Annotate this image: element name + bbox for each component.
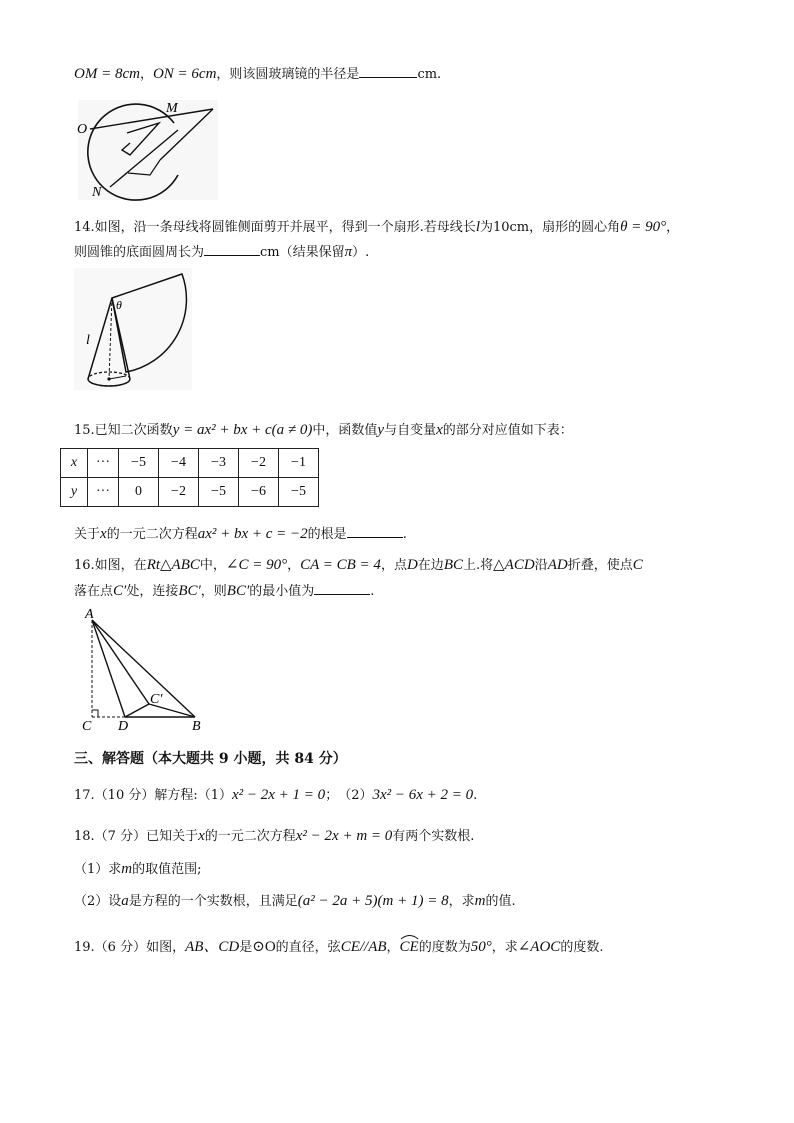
q16-answer-blank[interactable] — [314, 581, 370, 595]
table-row: x ··· −5 −4 −3 −2 −1 — [61, 449, 319, 478]
q17-eq1: x² − 2x + 1 = 0 — [232, 787, 326, 803]
q15-equation: ax² + bx + c = −2 — [197, 526, 308, 542]
table-row: y ··· 0 −2 −5 −6 −5 — [61, 478, 319, 507]
q17-line: 17.（10 分）解方程:（1）x² − 2x + 1 = 0； （2）3x² − 6x + 2 = 0. — [74, 787, 478, 803]
q13-line: OM = 8cm，ON = 6cm，则该圆玻璃镜的半径是 cm. — [74, 66, 442, 82]
fig14-label-l: l — [86, 333, 90, 348]
fig16-label-a: A — [85, 607, 94, 622]
fig16-label-c: C — [82, 719, 92, 734]
q13-answer-blank[interactable] — [359, 64, 417, 78]
q15-line-2: 关于x的一元二次方程ax² + bx + c = −2的根是 . — [74, 526, 407, 542]
q13-om: OM = 8cm — [74, 66, 140, 82]
q18-part-2: （2）设a是方程的一个实数根，且满足(a² − 2a + 5)(m + 1) = 8，求m的值. — [74, 893, 516, 909]
q18-condition: (a² − 2a + 5)(m + 1) = 8 — [297, 893, 449, 909]
section-3-heading: 三、解答题（本大题共 9 小题，共 84 分） — [74, 751, 347, 767]
q17-eq2: 3x² − 6x + 2 = 0 — [372, 787, 474, 803]
q16-line-1: 16.如图，在Rt△ABC中，∠C = 90°，CA = CB = 4，点D在边BC上.将△ACD沿AD折叠，使点C — [74, 557, 643, 573]
q15-value-table — [60, 448, 319, 507]
q19-circle: ⊙O — [252, 939, 276, 955]
fig16-label-b: B — [192, 719, 201, 734]
q19-arc-ce: CE — [400, 937, 419, 956]
q19-line: 19.（6 分）如图，AB、CD是⊙O的直径，弦CE//AB，CE 的度数为50°，求∠AOC的度数. — [74, 937, 603, 957]
q18-equation: x² − 2x + m = 0 — [295, 828, 393, 844]
q15-line-1: 15.已知二次函数y = ax² + bx + c(a ≠ 0)中，函数值y与自变量x的部分对应值如下表： — [74, 422, 573, 438]
q15-answer-blank[interactable] — [347, 524, 403, 538]
q16-figure — [78, 604, 210, 736]
q14-figure — [70, 266, 200, 396]
q14-answer-blank[interactable] — [204, 242, 260, 256]
fig13-label-n: N — [92, 185, 102, 200]
q18-line-1: 18.（7 分）已知关于x的一元二次方程x² − 2x + m = 0有两个实数根. — [74, 828, 475, 844]
q15-function: y = ax² + bx + c(a ≠ 0) — [172, 422, 313, 438]
arc-mark — [400, 934, 419, 940]
q14-line-1: 14.如图，沿一条母线将圆锥侧面剪开并展平，得到一个扇形.若母线长l为10cm，扇形的圆心角θ = 90°， — [74, 219, 680, 235]
fig13-label-m: M — [166, 101, 178, 116]
q13-on: ON = 6cm — [152, 66, 217, 82]
fig16-label-cprime: C′ — [150, 692, 163, 707]
fig16-label-d: D — [118, 719, 129, 734]
fig14-label-theta: θ — [116, 298, 122, 312]
q14-line-2: 则圆锥的底面圆周长为 cm（结果保留π）. — [74, 244, 370, 260]
q14-theta: θ = 90° — [620, 219, 667, 235]
q18-part-1: （1）求m的取值范围; — [74, 861, 202, 877]
q13-figure — [70, 95, 230, 207]
q16-line-2: 落在点C′处，连接BC′，则BC′的最小值为 . — [74, 583, 375, 599]
fig13-label-o: O — [77, 122, 88, 137]
